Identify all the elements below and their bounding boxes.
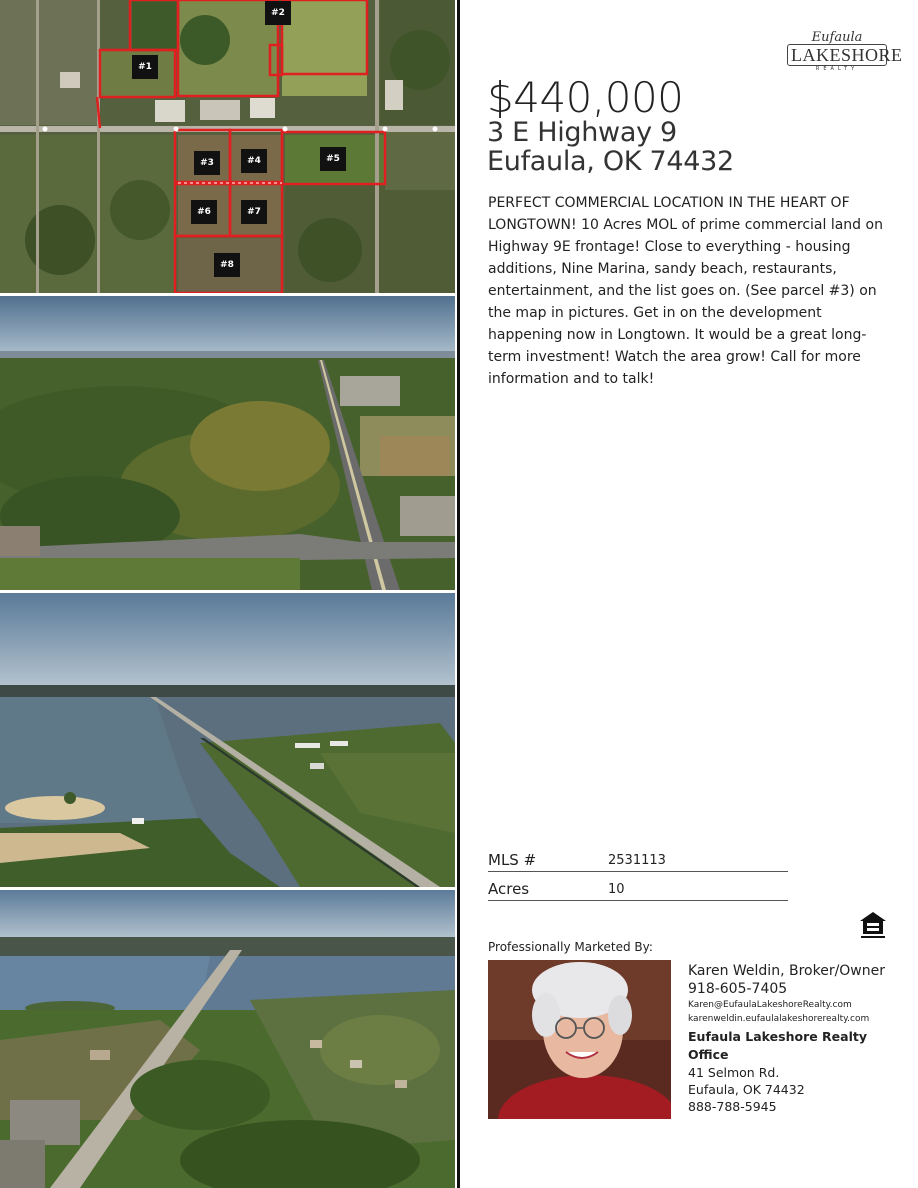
agent-website[interactable]: karenweldin.eufaulalakeshorerealty.com [688,1014,870,1024]
agent-phone[interactable]: 918-605-7405 [688,981,788,997]
office-name: Eufaula Lakeshore Realty Office [688,1029,868,1062]
agent-name: Karen Weldin, Broker/Owner [688,963,885,979]
photo-column [0,0,457,1188]
listing-description: PERFECT COMMERCIAL LOCATION IN THE HEART OF LONGTOWN! 10 Acres MOL of prime commercial land on Highway 9E frontage! Close to everything - housing additions, Nine Marina, sandy beach, restaurants, entertainment, and the list goes on. (See parcel #3) on the map in pictures. Get in on the development happening now in Longtown. It would be a great long-term investment! Watch the area grow! Call for more information and to talk! [488,195,883,387]
parcel-label-2: #2 [265,1,291,25]
parcel-label-1: #1 [132,55,158,79]
aerial-photo-lake-bridge [0,593,455,887]
agent-contact [688,962,903,1115]
address-street: 3 E Highway 9 [487,117,677,148]
office-phone[interactable]: 888-788-5945 [688,1099,777,1114]
parcel-label-5: #5 [320,147,346,171]
logo-script: Eufaula [811,30,863,45]
agent-photo [488,960,671,1119]
mls-value: 2531113 [608,853,666,868]
eufaula-lakeshore-logo [787,30,903,74]
marketed-by-label: Professionally Marketed By: [488,940,653,954]
mls-label: MLS # [488,851,537,869]
detail-row-mls [488,850,788,872]
aerial-photo-town-lake [0,890,455,1188]
logo-sub: REALTY [815,66,859,72]
parcel-label-3: #3 [194,151,220,175]
parcel-label-4: #4 [241,149,267,173]
parcel-label-7: #7 [241,200,267,224]
office-city: Eufaula, OK 74432 [688,1082,805,1097]
parcel-label-8: #8 [214,253,240,277]
column-divider [457,0,460,1188]
equal-housing-opportunity-icon [858,910,888,940]
agent-email[interactable]: Karen@EufaulaLakeshoreRealty.com [688,1000,852,1010]
parcel-map-image [0,0,455,293]
acres-label: Acres [488,880,530,898]
logo-brand: LAKESHORE [787,44,887,66]
detail-row-acres [488,879,788,901]
listing-price: $440,000 [487,73,684,122]
acres-value: 10 [608,882,625,897]
aerial-photo-highway [0,296,455,590]
address-city: Eufaula, OK 74432 [487,146,734,177]
parcel-label-6: #6 [191,200,217,224]
office-street: 41 Selmon Rd. [688,1065,780,1080]
